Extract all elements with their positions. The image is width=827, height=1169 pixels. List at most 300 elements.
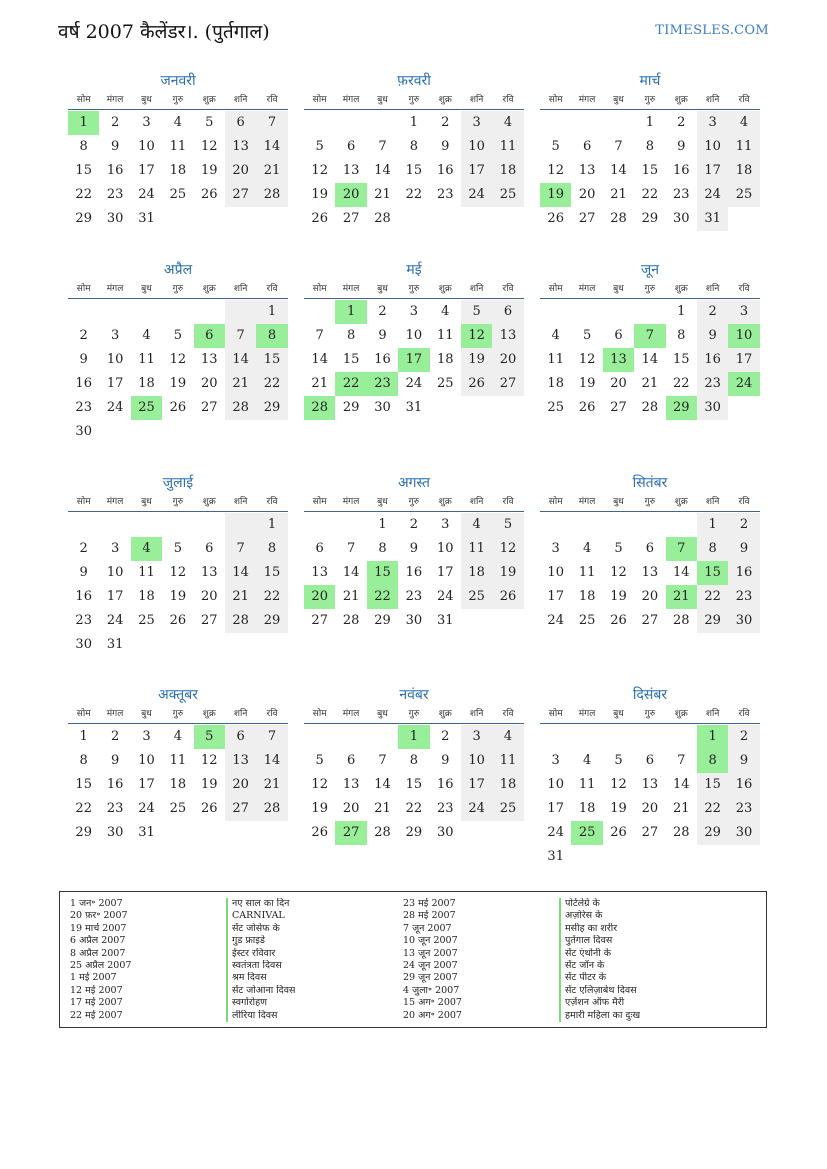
- day-cell[interactable]: 23: [728, 585, 759, 609]
- day-cell[interactable]: 5: [461, 300, 492, 324]
- day-cell[interactable]: 23: [436, 187, 454, 202]
- day-cell[interactable]: 31: [106, 637, 124, 652]
- day-cell[interactable]: 31: [697, 207, 728, 231]
- day-cell[interactable]: 9: [110, 139, 120, 154]
- brand-link[interactable]: TIMESLES.COM: [655, 23, 769, 38]
- day-cell[interactable]: 8: [645, 139, 654, 154]
- day-cell[interactable]: 3: [142, 729, 151, 744]
- day-cell[interactable]: 1: [256, 300, 287, 324]
- day-cell[interactable]: 20: [335, 183, 366, 207]
- day-cell[interactable]: 19: [311, 187, 328, 202]
- day-cell[interactable]: 9: [441, 139, 450, 154]
- day-cell[interactable]: 1: [697, 725, 728, 749]
- day-cell[interactable]: 6: [225, 725, 256, 749]
- day-cell[interactable]: 2: [728, 725, 759, 749]
- day-cell[interactable]: 5: [582, 328, 592, 343]
- day-cell[interactable]: 24: [697, 183, 728, 207]
- day-cell[interactable]: 1: [697, 513, 728, 537]
- day-cell[interactable]: 26: [610, 825, 627, 840]
- day-cell[interactable]: 27: [225, 183, 256, 207]
- day-cell[interactable]: 13: [641, 565, 659, 580]
- day-cell[interactable]: 4: [173, 729, 182, 744]
- day-cell[interactable]: 10: [547, 565, 564, 580]
- day-cell[interactable]: 17: [106, 589, 124, 604]
- day-cell[interactable]: 6: [346, 139, 356, 154]
- day-cell[interactable]: 2: [110, 729, 120, 744]
- day-cell[interactable]: 11: [547, 352, 564, 367]
- day-cell[interactable]: 13: [200, 352, 218, 367]
- day-cell[interactable]: 17: [728, 348, 759, 372]
- day-cell[interactable]: 23: [75, 400, 92, 415]
- day-cell[interactable]: 8: [697, 537, 728, 561]
- day-cell[interactable]: 10: [106, 352, 124, 367]
- day-cell[interactable]: 28: [304, 396, 335, 420]
- day-cell[interactable]: 20: [492, 348, 523, 372]
- day-cell[interactable]: 2: [79, 541, 88, 556]
- day-cell[interactable]: 1: [79, 729, 88, 744]
- day-cell[interactable]: 25: [547, 400, 564, 415]
- day-cell[interactable]: 24: [138, 801, 155, 816]
- day-cell[interactable]: 21: [374, 801, 391, 816]
- day-cell[interactable]: 11: [169, 139, 187, 154]
- day-cell[interactable]: 10: [405, 328, 423, 343]
- day-cell[interactable]: 24: [405, 376, 423, 391]
- day-cell[interactable]: 9: [79, 352, 88, 367]
- day-cell[interactable]: 19: [200, 163, 218, 178]
- day-cell[interactable]: 2: [378, 304, 387, 319]
- day-cell[interactable]: 3: [110, 328, 120, 343]
- day-cell[interactable]: 26: [610, 613, 627, 628]
- day-cell[interactable]: 26: [492, 585, 523, 609]
- day-cell[interactable]: 16: [75, 589, 92, 604]
- day-cell[interactable]: 19: [200, 777, 218, 792]
- day-cell[interactable]: 12: [492, 537, 523, 561]
- day-cell[interactable]: 28: [374, 211, 391, 226]
- day-cell[interactable]: 28: [225, 609, 256, 633]
- day-cell[interactable]: 7: [256, 111, 287, 135]
- day-cell[interactable]: 29: [374, 613, 391, 628]
- day-cell[interactable]: 4: [582, 541, 592, 556]
- day-cell[interactable]: 13: [311, 565, 328, 580]
- day-cell[interactable]: 17: [461, 159, 492, 183]
- day-cell[interactable]: 28: [256, 797, 287, 821]
- day-cell[interactable]: 15: [75, 777, 92, 792]
- day-cell[interactable]: 28: [342, 613, 360, 628]
- day-cell[interactable]: 11: [578, 777, 596, 792]
- day-cell[interactable]: 22: [697, 797, 728, 821]
- day-cell[interactable]: 25: [138, 613, 155, 628]
- day-cell[interactable]: 23: [728, 797, 759, 821]
- day-cell[interactable]: 13: [200, 565, 218, 580]
- day-cell[interactable]: 21: [225, 585, 256, 609]
- day-cell[interactable]: 22: [405, 187, 423, 202]
- day-cell[interactable]: 6: [614, 328, 623, 343]
- day-cell[interactable]: 1: [256, 513, 287, 537]
- day-cell[interactable]: 27: [641, 825, 659, 840]
- day-cell[interactable]: 15: [256, 348, 287, 372]
- day-cell[interactable]: 18: [492, 159, 523, 183]
- day-cell[interactable]: 2: [677, 115, 686, 130]
- day-cell[interactable]: 7: [677, 753, 686, 768]
- day-cell[interactable]: 21: [610, 187, 627, 202]
- day-cell[interactable]: 11: [578, 565, 596, 580]
- day-cell[interactable]: 9: [409, 541, 418, 556]
- day-cell[interactable]: 11: [728, 135, 759, 159]
- day-cell[interactable]: 22: [367, 585, 398, 609]
- day-cell[interactable]: 22: [697, 585, 728, 609]
- day-cell[interactable]: 24: [547, 613, 564, 628]
- day-cell[interactable]: 3: [142, 115, 151, 130]
- day-cell[interactable]: 13: [342, 777, 360, 792]
- day-cell[interactable]: 26: [547, 211, 564, 226]
- day-cell[interactable]: 19: [169, 589, 187, 604]
- day-cell[interactable]: 28: [610, 211, 627, 226]
- day-cell[interactable]: 20: [610, 376, 627, 391]
- day-cell[interactable]: 25: [131, 396, 162, 420]
- day-cell[interactable]: 26: [169, 613, 187, 628]
- day-cell[interactable]: 18: [578, 589, 596, 604]
- day-cell[interactable]: 16: [728, 561, 759, 585]
- day-cell[interactable]: 26: [578, 400, 596, 415]
- day-cell[interactable]: 2: [697, 300, 728, 324]
- day-cell[interactable]: 21: [672, 801, 690, 816]
- day-cell[interactable]: 12: [200, 139, 218, 154]
- day-cell[interactable]: 21: [641, 376, 659, 391]
- day-cell[interactable]: 2: [441, 115, 450, 130]
- day-cell[interactable]: 16: [106, 777, 124, 792]
- day-cell[interactable]: 1: [409, 115, 418, 130]
- day-cell[interactable]: 21: [225, 372, 256, 396]
- day-cell[interactable]: 5: [551, 139, 560, 154]
- day-cell[interactable]: 3: [728, 300, 759, 324]
- day-cell[interactable]: 29: [697, 821, 728, 845]
- day-cell[interactable]: 7: [378, 753, 387, 768]
- day-cell[interactable]: 11: [169, 753, 187, 768]
- day-cell[interactable]: 24: [728, 372, 759, 396]
- day-cell[interactable]: 18: [169, 777, 187, 792]
- day-cell[interactable]: 9: [79, 565, 88, 580]
- day-cell[interactable]: 17: [547, 801, 564, 816]
- day-cell[interactable]: 18: [492, 773, 523, 797]
- day-cell[interactable]: 16: [106, 163, 124, 178]
- day-cell[interactable]: 23: [697, 372, 728, 396]
- day-cell[interactable]: 9: [697, 324, 728, 348]
- day-cell[interactable]: 26: [461, 372, 492, 396]
- day-cell[interactable]: 2: [110, 115, 120, 130]
- day-cell[interactable]: 13: [641, 777, 659, 792]
- day-cell[interactable]: 23: [106, 801, 124, 816]
- day-cell[interactable]: 25: [169, 801, 187, 816]
- day-cell[interactable]: 18: [461, 561, 492, 585]
- day-cell[interactable]: 31: [138, 211, 155, 226]
- day-cell[interactable]: 30: [106, 825, 124, 840]
- day-cell[interactable]: 23: [405, 589, 423, 604]
- day-cell[interactable]: 12: [169, 352, 187, 367]
- day-cell[interactable]: 15: [697, 561, 728, 585]
- day-cell[interactable]: 28: [256, 183, 287, 207]
- day-cell[interactable]: 21: [256, 773, 287, 797]
- day-cell[interactable]: 23: [672, 187, 690, 202]
- day-cell[interactable]: 24: [138, 187, 155, 202]
- day-cell[interactable]: 7: [256, 725, 287, 749]
- day-cell[interactable]: 3: [551, 753, 560, 768]
- day-cell[interactable]: 15: [697, 773, 728, 797]
- day-cell[interactable]: 1: [335, 300, 366, 324]
- day-cell[interactable]: 29: [256, 609, 287, 633]
- day-cell[interactable]: 9: [728, 749, 759, 773]
- day-cell[interactable]: 29: [641, 211, 659, 226]
- day-cell[interactable]: 16: [405, 565, 423, 580]
- day-cell[interactable]: 5: [205, 115, 214, 130]
- day-cell[interactable]: 18: [578, 801, 596, 816]
- day-cell[interactable]: 14: [672, 777, 690, 792]
- day-cell[interactable]: 6: [205, 541, 214, 556]
- day-cell[interactable]: 25: [436, 376, 454, 391]
- day-cell[interactable]: 17: [398, 348, 429, 372]
- day-cell[interactable]: 15: [641, 163, 659, 178]
- day-cell[interactable]: 8: [256, 537, 287, 561]
- day-cell[interactable]: 30: [405, 613, 423, 628]
- day-cell[interactable]: 5: [315, 753, 324, 768]
- day-cell[interactable]: 19: [169, 376, 187, 391]
- day-cell[interactable]: 3: [110, 541, 120, 556]
- day-cell[interactable]: 22: [405, 801, 423, 816]
- day-cell[interactable]: 22: [256, 585, 287, 609]
- day-cell[interactable]: 6: [315, 541, 324, 556]
- day-cell[interactable]: 14: [610, 163, 627, 178]
- day-cell[interactable]: 11: [138, 352, 155, 367]
- day-cell[interactable]: 27: [641, 613, 659, 628]
- day-cell[interactable]: 22: [641, 187, 659, 202]
- day-cell[interactable]: 25: [492, 797, 523, 821]
- day-cell[interactable]: 20: [641, 801, 659, 816]
- day-cell[interactable]: 1: [677, 304, 686, 319]
- day-cell[interactable]: 5: [315, 139, 324, 154]
- day-cell[interactable]: 8: [677, 328, 686, 343]
- day-cell[interactable]: 6: [492, 300, 523, 324]
- day-cell[interactable]: 12: [311, 163, 328, 178]
- day-cell[interactable]: 25: [492, 183, 523, 207]
- day-cell[interactable]: 7: [225, 324, 256, 348]
- day-cell[interactable]: 30: [106, 211, 124, 226]
- day-cell[interactable]: 6: [582, 139, 592, 154]
- day-cell[interactable]: 16: [672, 163, 690, 178]
- day-cell[interactable]: 19: [492, 561, 523, 585]
- day-cell[interactable]: 14: [311, 352, 328, 367]
- day-cell[interactable]: 7: [666, 537, 697, 561]
- day-cell[interactable]: 19: [610, 801, 627, 816]
- day-cell[interactable]: 24: [461, 797, 492, 821]
- day-cell[interactable]: 5: [173, 541, 182, 556]
- day-cell[interactable]: 30: [75, 424, 92, 439]
- day-cell[interactable]: 24: [547, 825, 564, 840]
- day-cell[interactable]: 25: [461, 585, 492, 609]
- day-cell[interactable]: 15: [367, 561, 398, 585]
- day-cell[interactable]: 1: [645, 115, 654, 130]
- day-cell[interactable]: 4: [441, 304, 450, 319]
- day-cell[interactable]: 12: [311, 777, 328, 792]
- day-cell[interactable]: 8: [79, 139, 88, 154]
- day-cell[interactable]: 5: [614, 541, 623, 556]
- day-cell[interactable]: 9: [677, 139, 686, 154]
- day-cell[interactable]: 2: [79, 328, 88, 343]
- day-cell[interactable]: 28: [374, 825, 391, 840]
- day-cell[interactable]: 25: [169, 187, 187, 202]
- day-cell[interactable]: 8: [256, 324, 287, 348]
- day-cell[interactable]: 10: [138, 753, 155, 768]
- day-cell[interactable]: 27: [578, 211, 596, 226]
- day-cell[interactable]: 22: [256, 372, 287, 396]
- day-cell[interactable]: 12: [578, 352, 596, 367]
- day-cell[interactable]: 29: [75, 825, 92, 840]
- day-cell[interactable]: 6: [645, 753, 654, 768]
- day-cell[interactable]: 27: [200, 613, 218, 628]
- day-cell[interactable]: 30: [728, 821, 759, 845]
- day-cell[interactable]: 29: [342, 400, 360, 415]
- day-cell[interactable]: 16: [697, 348, 728, 372]
- day-cell[interactable]: 7: [378, 139, 387, 154]
- day-cell[interactable]: 30: [374, 400, 391, 415]
- day-cell[interactable]: 25: [578, 613, 596, 628]
- day-cell[interactable]: 14: [256, 135, 287, 159]
- day-cell[interactable]: 1: [378, 517, 387, 532]
- day-cell[interactable]: 10: [547, 777, 564, 792]
- day-cell[interactable]: 17: [138, 777, 155, 792]
- day-cell[interactable]: 10: [138, 139, 155, 154]
- day-cell[interactable]: 13: [492, 324, 523, 348]
- day-cell[interactable]: 26: [200, 187, 218, 202]
- day-cell[interactable]: 8: [697, 749, 728, 773]
- day-cell[interactable]: 30: [436, 825, 454, 840]
- day-cell[interactable]: 24: [106, 613, 124, 628]
- day-cell[interactable]: 6: [225, 111, 256, 135]
- day-cell[interactable]: 8: [409, 753, 418, 768]
- day-cell[interactable]: 27: [492, 372, 523, 396]
- day-cell[interactable]: 18: [138, 376, 155, 391]
- day-cell[interactable]: 7: [315, 328, 324, 343]
- day-cell[interactable]: 8: [378, 541, 387, 556]
- day-cell[interactable]: 12: [169, 565, 187, 580]
- day-cell[interactable]: 20: [578, 187, 596, 202]
- day-cell[interactable]: 23: [436, 801, 454, 816]
- day-cell[interactable]: 10: [436, 541, 454, 556]
- day-cell[interactable]: 17: [461, 773, 492, 797]
- day-cell[interactable]: 15: [405, 777, 423, 792]
- day-cell[interactable]: 16: [436, 777, 454, 792]
- day-cell[interactable]: 7: [614, 139, 623, 154]
- day-cell[interactable]: 22: [335, 372, 366, 396]
- day-cell[interactable]: 12: [200, 753, 218, 768]
- day-cell[interactable]: 2: [728, 513, 759, 537]
- day-cell[interactable]: 30: [728, 609, 759, 633]
- day-cell[interactable]: 11: [461, 537, 492, 561]
- day-cell[interactable]: 10: [697, 135, 728, 159]
- day-cell[interactable]: 29: [256, 396, 287, 420]
- day-cell[interactable]: 3: [461, 725, 492, 749]
- day-cell[interactable]: 25: [728, 183, 759, 207]
- day-cell[interactable]: 12: [461, 324, 492, 348]
- day-cell[interactable]: 26: [311, 211, 328, 226]
- day-cell[interactable]: 20: [304, 585, 335, 609]
- day-cell[interactable]: 4: [173, 115, 182, 130]
- day-cell[interactable]: 21: [311, 376, 328, 391]
- day-cell[interactable]: 14: [342, 565, 360, 580]
- day-cell[interactable]: 12: [610, 565, 627, 580]
- day-cell[interactable]: 5: [492, 513, 523, 537]
- day-cell[interactable]: 4: [142, 328, 151, 343]
- day-cell[interactable]: 24: [106, 400, 124, 415]
- day-cell[interactable]: 6: [194, 324, 225, 348]
- day-cell[interactable]: 26: [311, 825, 328, 840]
- day-cell[interactable]: 2: [409, 517, 418, 532]
- day-cell[interactable]: 7: [634, 324, 665, 348]
- day-cell[interactable]: 19: [461, 348, 492, 372]
- day-cell[interactable]: 26: [169, 400, 187, 415]
- day-cell[interactable]: 29: [697, 609, 728, 633]
- day-cell[interactable]: 21: [256, 159, 287, 183]
- day-cell[interactable]: 29: [405, 825, 423, 840]
- day-cell[interactable]: 15: [75, 163, 92, 178]
- day-cell[interactable]: 4: [492, 725, 523, 749]
- day-cell[interactable]: 19: [578, 376, 596, 391]
- day-cell[interactable]: 12: [610, 777, 627, 792]
- day-cell[interactable]: 28: [672, 825, 690, 840]
- day-cell[interactable]: 17: [436, 565, 454, 580]
- day-cell[interactable]: 18: [138, 589, 155, 604]
- day-cell[interactable]: 15: [672, 352, 690, 367]
- day-cell[interactable]: 20: [342, 801, 360, 816]
- day-cell[interactable]: 4: [728, 111, 759, 135]
- day-cell[interactable]: 15: [405, 163, 423, 178]
- day-cell[interactable]: 24: [461, 183, 492, 207]
- day-cell[interactable]: 27: [335, 821, 366, 845]
- day-cell[interactable]: 5: [194, 725, 225, 749]
- day-cell[interactable]: 13: [578, 163, 596, 178]
- day-cell[interactable]: 11: [436, 328, 454, 343]
- day-cell[interactable]: 4: [492, 111, 523, 135]
- day-cell[interactable]: 19: [311, 801, 328, 816]
- day-cell[interactable]: 29: [666, 396, 697, 420]
- day-cell[interactable]: 4: [461, 513, 492, 537]
- day-cell[interactable]: 28: [225, 396, 256, 420]
- day-cell[interactable]: 17: [106, 376, 124, 391]
- day-cell[interactable]: 4: [131, 537, 162, 561]
- day-cell[interactable]: 14: [256, 749, 287, 773]
- day-cell[interactable]: 8: [346, 328, 356, 343]
- day-cell[interactable]: 13: [225, 749, 256, 773]
- day-cell[interactable]: 17: [697, 159, 728, 183]
- day-cell[interactable]: 1: [68, 111, 99, 135]
- day-cell[interactable]: 18: [436, 352, 454, 367]
- day-cell[interactable]: 15: [342, 352, 360, 367]
- day-cell[interactable]: 14: [374, 163, 391, 178]
- day-cell[interactable]: 10: [461, 135, 492, 159]
- day-cell[interactable]: 16: [75, 376, 92, 391]
- day-cell[interactable]: 4: [582, 753, 592, 768]
- day-cell[interactable]: 27: [225, 797, 256, 821]
- day-cell[interactable]: 17: [547, 589, 564, 604]
- day-cell[interactable]: 18: [547, 376, 564, 391]
- day-cell[interactable]: 27: [311, 613, 328, 628]
- day-cell[interactable]: 24: [436, 589, 454, 604]
- day-cell[interactable]: 20: [200, 589, 218, 604]
- day-cell[interactable]: 10: [728, 324, 759, 348]
- day-cell[interactable]: 14: [641, 352, 659, 367]
- day-cell[interactable]: 23: [367, 372, 398, 396]
- day-cell[interactable]: 12: [547, 163, 564, 178]
- day-cell[interactable]: 18: [169, 163, 187, 178]
- day-cell[interactable]: 27: [200, 400, 218, 415]
